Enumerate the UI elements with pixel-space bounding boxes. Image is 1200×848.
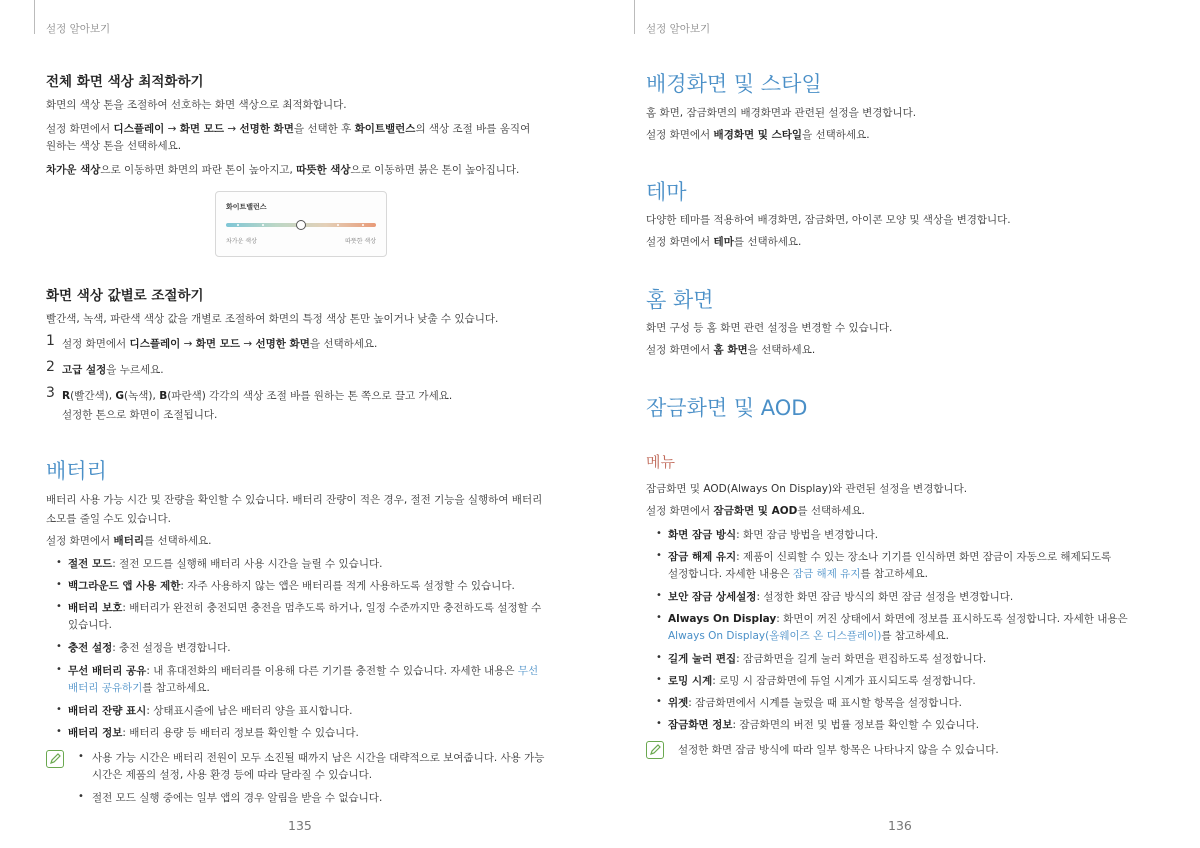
bullet: • <box>656 652 662 663</box>
bullet: • <box>56 726 62 737</box>
note-text: 설정한 화면 잠금 방식에 따라 일부 항목은 나타나지 않을 수 있습니다. <box>678 744 999 756</box>
section-title-color-values: 화면 색상 값별로 조절하기 <box>46 288 204 304</box>
list-item: 길게 눌러 편집: 잠금화면을 길게 눌러 화면을 편집하도록 설정합니다. <box>668 653 987 665</box>
note-text: 절전 모드 실행 중에는 일부 앱의 경우 알림을 받을 수 없습니다. <box>92 792 383 804</box>
paragraph: 화면의 색상 톤을 조절하여 선호하는 화면 색상으로 최적화합니다. <box>46 99 347 111</box>
note-icon <box>46 750 64 768</box>
slider-tick <box>362 224 364 226</box>
list-item-cont: 있습니다. <box>68 619 112 631</box>
bullet: • <box>656 612 662 623</box>
list-item: 위젯: 잠금화면에서 시계를 눌렀을 때 표시할 항목을 설정합니다. <box>668 697 962 709</box>
paragraph: 화면 구성 등 홈 화면 관련 설정을 변경할 수 있습니다. <box>646 322 893 334</box>
step-number: 2 <box>46 359 55 375</box>
cool-color-label: 차가운 색상 <box>226 238 257 245</box>
section-title-home: 홈 화면 <box>646 288 714 312</box>
paragraph-cont: 소모를 줄일 수도 있습니다. <box>46 513 171 525</box>
list-item: 잠금 해제 유지: 제품이 신뢰할 수 있는 장소나 기기를 인식하면 화면 잠금이 자동으로 해제되도록 <box>668 551 1112 563</box>
running-header: 설정 알아보기 <box>646 23 711 35</box>
step-text: R(빨간색), G(녹색), B(파란색) 각각의 색상 조절 바를 원하는 톤 쪽으로 끌고 가세요. <box>62 390 453 402</box>
paragraph-tone: 차가운 색상으로 이동하면 화면의 파란 톤이 높아지고, 따뜻한 색상으로 이동하면 붉은 톤이 높아집니다. <box>46 164 520 176</box>
paragraph: 빨간색, 녹색, 파란색 색상 값을 개별로 조절하여 화면의 특정 색상 톤만 높이거나 낮출 수 있습니다. <box>46 313 499 325</box>
step-text: 고급 설정을 누르세요. <box>62 364 164 376</box>
list-item: 충전 설정: 충전 설정을 변경합니다. <box>68 642 231 654</box>
list-item: 보안 잠금 상세설정: 설정한 화면 잠금 방식의 화면 잠금 설정을 변경합니다. <box>668 591 1014 603</box>
section-title-lockscreen: 잠금화면 및 AOD <box>646 396 808 420</box>
note-text: 사용 가능 시간은 배터리 전원이 모두 소진될 때까지 남은 시간을 대략적으로 보여줍니다. 사용 가능 <box>92 752 545 764</box>
header-divider <box>634 0 635 34</box>
list-item: 잠금화면 정보: 잠금화면의 버전 및 법률 정보를 확인할 수 있습니다. <box>668 719 980 731</box>
link-always-on-display[interactable]: Always On Display(올웨이즈 온 디스플레이) <box>668 630 882 642</box>
link-wireless-share-cont[interactable]: 배터리 공유하기 <box>68 682 143 694</box>
bullet: • <box>656 718 662 729</box>
bullet: • <box>656 590 662 601</box>
paragraph-instruction: 설정 화면에서 테마를 선택하세요. <box>646 236 802 248</box>
section-title-theme: 테마 <box>646 180 687 204</box>
bullet: • <box>656 550 662 561</box>
slider-tick <box>237 224 239 226</box>
list-item-cont: 배터리 공유하기를 참고하세요. <box>68 682 210 694</box>
paragraph: 홈 화면, 잠금화면의 배경화면과 관련된 설정을 변경합니다. <box>646 107 917 119</box>
page-number: 135 <box>288 818 312 833</box>
list-item: Always On Display: 화면이 꺼진 상태에서 화면에 정보를 표시하도록 설정합니다. 자세한 내용은 <box>668 613 1128 625</box>
paragraph-instruction: 설정 화면에서 홈 화면을 선택하세요. <box>646 344 816 356</box>
bullet: • <box>56 579 62 590</box>
list-item: 무선 배터리 공유: 내 휴대전화의 배터리를 이용해 다른 기기를 충전할 수 있습니다. 자세한 내용은 무선 <box>68 665 539 677</box>
paragraph: 잠금화면 및 AOD(Always On Display)와 관련된 설정을 변경합니다. <box>646 483 968 495</box>
step-text: 설정 화면에서 디스플레이 → 화면 모드 → 선명한 화면을 선택하세요. <box>62 338 378 350</box>
list-item-cont: Always On Display(올웨이즈 온 디스플레이)를 참고하세요. <box>668 630 949 642</box>
note-text-cont: 시간은 제품의 설정, 사용 환경 등에 따라 달라질 수 있습니다. <box>92 769 373 781</box>
list-item: 배터리 정보: 배터리 용량 등 배터리 정보를 확인할 수 있습니다. <box>68 727 359 739</box>
list-item: 배터리 보호: 배터리가 완전히 충전되면 충전을 멈추도록 하거나, 일정 수준까지만 충전하도록 설정할 수 <box>68 602 542 614</box>
step-number: 3 <box>46 385 55 401</box>
subsection-title-menu: 메뉴 <box>646 453 675 471</box>
paragraph-instruction: 설정 화면에서 배터리를 선택하세요. <box>46 535 212 547</box>
bullet: • <box>656 696 662 707</box>
slider-tick <box>262 224 264 226</box>
slider-tick <box>337 224 339 226</box>
warm-color-label: 따뜻한 색상 <box>345 238 376 245</box>
bullet: • <box>656 674 662 685</box>
paragraph-instruction: 설정 화면에서 잠금화면 및 AOD를 선택하세요. <box>646 505 865 517</box>
running-header: 설정 알아보기 <box>46 23 111 35</box>
bullet: • <box>78 751 84 762</box>
white-balance-figure <box>215 191 387 257</box>
list-item: 로밍 시계: 로밍 시 잠금화면에 듀얼 시계가 표시되도록 설정합니다. <box>668 675 976 687</box>
bullet: • <box>56 557 62 568</box>
paragraph: 다양한 테마를 적용하여 배경화면, 잠금화면, 아이콘 모양 및 색상을 변경합니다. <box>646 214 1011 226</box>
section-title-color-optimize: 전체 화면 색상 최적화하기 <box>46 74 204 90</box>
list-item-cont: 설정합니다. 자세한 내용은 잠금 해제 유지를 참고하세요. <box>668 568 929 580</box>
bullet: • <box>78 791 84 802</box>
step-number: 1 <box>46 333 55 349</box>
paragraph: 배터리 사용 가능 시간 및 잔량을 확인할 수 있습니다. 배터리 잔량이 적은 경우, 절전 기능을 실행하여 배터리 <box>46 494 543 506</box>
list-item: 화면 잠금 방식: 화면 잠금 방법을 변경합니다. <box>668 529 879 541</box>
list-item: 절전 모드: 절전 모드를 실행해 배터리 사용 시간을 늘릴 수 있습니다. <box>68 558 383 570</box>
list-item: 배터리 잔량 표시: 상태표시줄에 남은 배터리 양을 표시합니다. <box>68 705 353 717</box>
section-title-battery: 배터리 <box>46 459 107 483</box>
bullet: • <box>656 528 662 539</box>
section-title-wallpaper: 배경화면 및 스타일 <box>646 72 822 96</box>
bullet: • <box>56 641 62 652</box>
bullet: • <box>56 704 62 715</box>
link-wireless-share[interactable]: 무선 <box>517 665 539 677</box>
header-divider <box>34 0 35 34</box>
list-item: 백그라운드 앱 사용 제한: 자주 사용하지 않는 앱은 배터리를 적게 사용하도록 설정할 수 있습니다. <box>68 580 515 592</box>
paragraph-instruction-cont: 원하는 색상 톤을 선택하세요. <box>46 140 182 152</box>
bullet: • <box>56 601 62 612</box>
paragraph-instruction: 설정 화면에서 배경화면 및 스타일을 선택하세요. <box>646 129 870 141</box>
white-balance-slider-thumb[interactable] <box>296 220 306 230</box>
page-number: 136 <box>888 818 912 833</box>
bullet: • <box>56 664 62 675</box>
note-icon <box>646 741 664 759</box>
link-smart-lock[interactable]: 잠금 해제 유지 <box>792 568 861 580</box>
step-text-cont: 설정한 톤으로 화면이 조절됩니다. <box>62 409 218 421</box>
white-balance-title: 화이트밸런스 <box>226 203 267 211</box>
page-right <box>600 0 1200 848</box>
paragraph-instruction: 설정 화면에서 디스플레이 → 화면 모드 → 선명한 화면을 선택한 후 화이트밸런스의 색상 조절 바를 움직여 <box>46 123 531 135</box>
